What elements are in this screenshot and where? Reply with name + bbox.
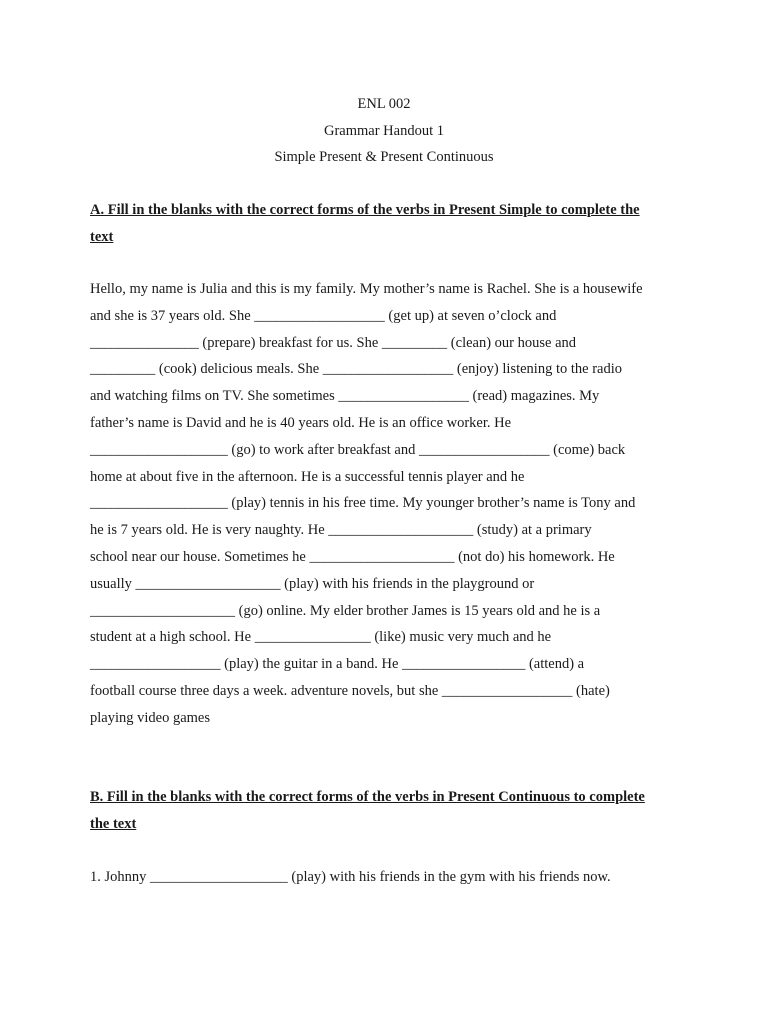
text-line: usually ____________________ (play) with his friends in the playground or	[90, 575, 535, 592]
document-header	[0, 91, 768, 171]
text-line: student at a high school. He ________________ (like) music very much and he	[90, 629, 552, 646]
section-b-title-line: the text	[90, 816, 137, 832]
handout-title: Grammar Handout 1	[324, 122, 444, 139]
section-a-title-line: A. Fill in the blanks with the correct forms of the verbs in Present Simple to complete the	[90, 202, 640, 218]
text-line: and watching films on TV. She sometimes __________________ (read) magazines. My	[90, 388, 600, 405]
section-a-text	[90, 276, 690, 732]
text-line: Hello, my name is Julia and this is my family. My mother’s name is Rachel. She is a housewife	[90, 281, 643, 297]
text-line: ___________________ (go) to work after breakfast and __________________ (come) back	[90, 441, 626, 458]
text-line: home at about five in the afternoon. He is a successful tennis player and he	[90, 468, 525, 485]
section-a-title	[90, 197, 680, 251]
text-line: father’s name is David and he is 40 years old. He is an office worker. He	[90, 414, 512, 431]
text-line: _________ (cook) delicious meals. She __________________ (enjoy) listening to the radio	[90, 361, 622, 378]
section-b-title	[90, 784, 680, 838]
text-line: football course three days a week. adventure novels, but she __________________ (hate)	[90, 682, 610, 699]
text-line: playing video games	[90, 709, 211, 726]
section-b-title-line: B. Fill in the blanks with the correct forms of the verbs in Present Continuous to complete	[90, 789, 645, 805]
section-a-title-line: text	[90, 229, 114, 245]
text-line: _______________ (prepare) breakfast for us. She _________ (clean) our house and	[90, 334, 577, 351]
section-b-text	[90, 864, 690, 891]
text-line: school near our house. Sometimes he ____________________ (not do) his homework. He	[90, 548, 615, 565]
text-line: and she is 37 years old. She __________________ (get up) at seven o’clock and	[90, 307, 557, 324]
text-line: ___________________ (play) tennis in his free time. My younger brother’s name is Tony and	[90, 495, 636, 512]
text-line: ____________________ (go) online. My elder brother James is 15 years old and he is a	[90, 602, 601, 619]
text-line: __________________ (play) the guitar in a band. He _________________ (attend) a	[90, 656, 585, 673]
course-code: ENL 002	[357, 96, 411, 112]
handout-topic: Simple Present & Present Continuous	[274, 149, 494, 165]
text-line: he is 7 years old. He is very naughty. He ____________________ (study) at a primary	[90, 522, 592, 539]
exercise-item: 1. Johnny ___________________ (play) with his friends in the gym with his friends now.	[90, 869, 611, 885]
